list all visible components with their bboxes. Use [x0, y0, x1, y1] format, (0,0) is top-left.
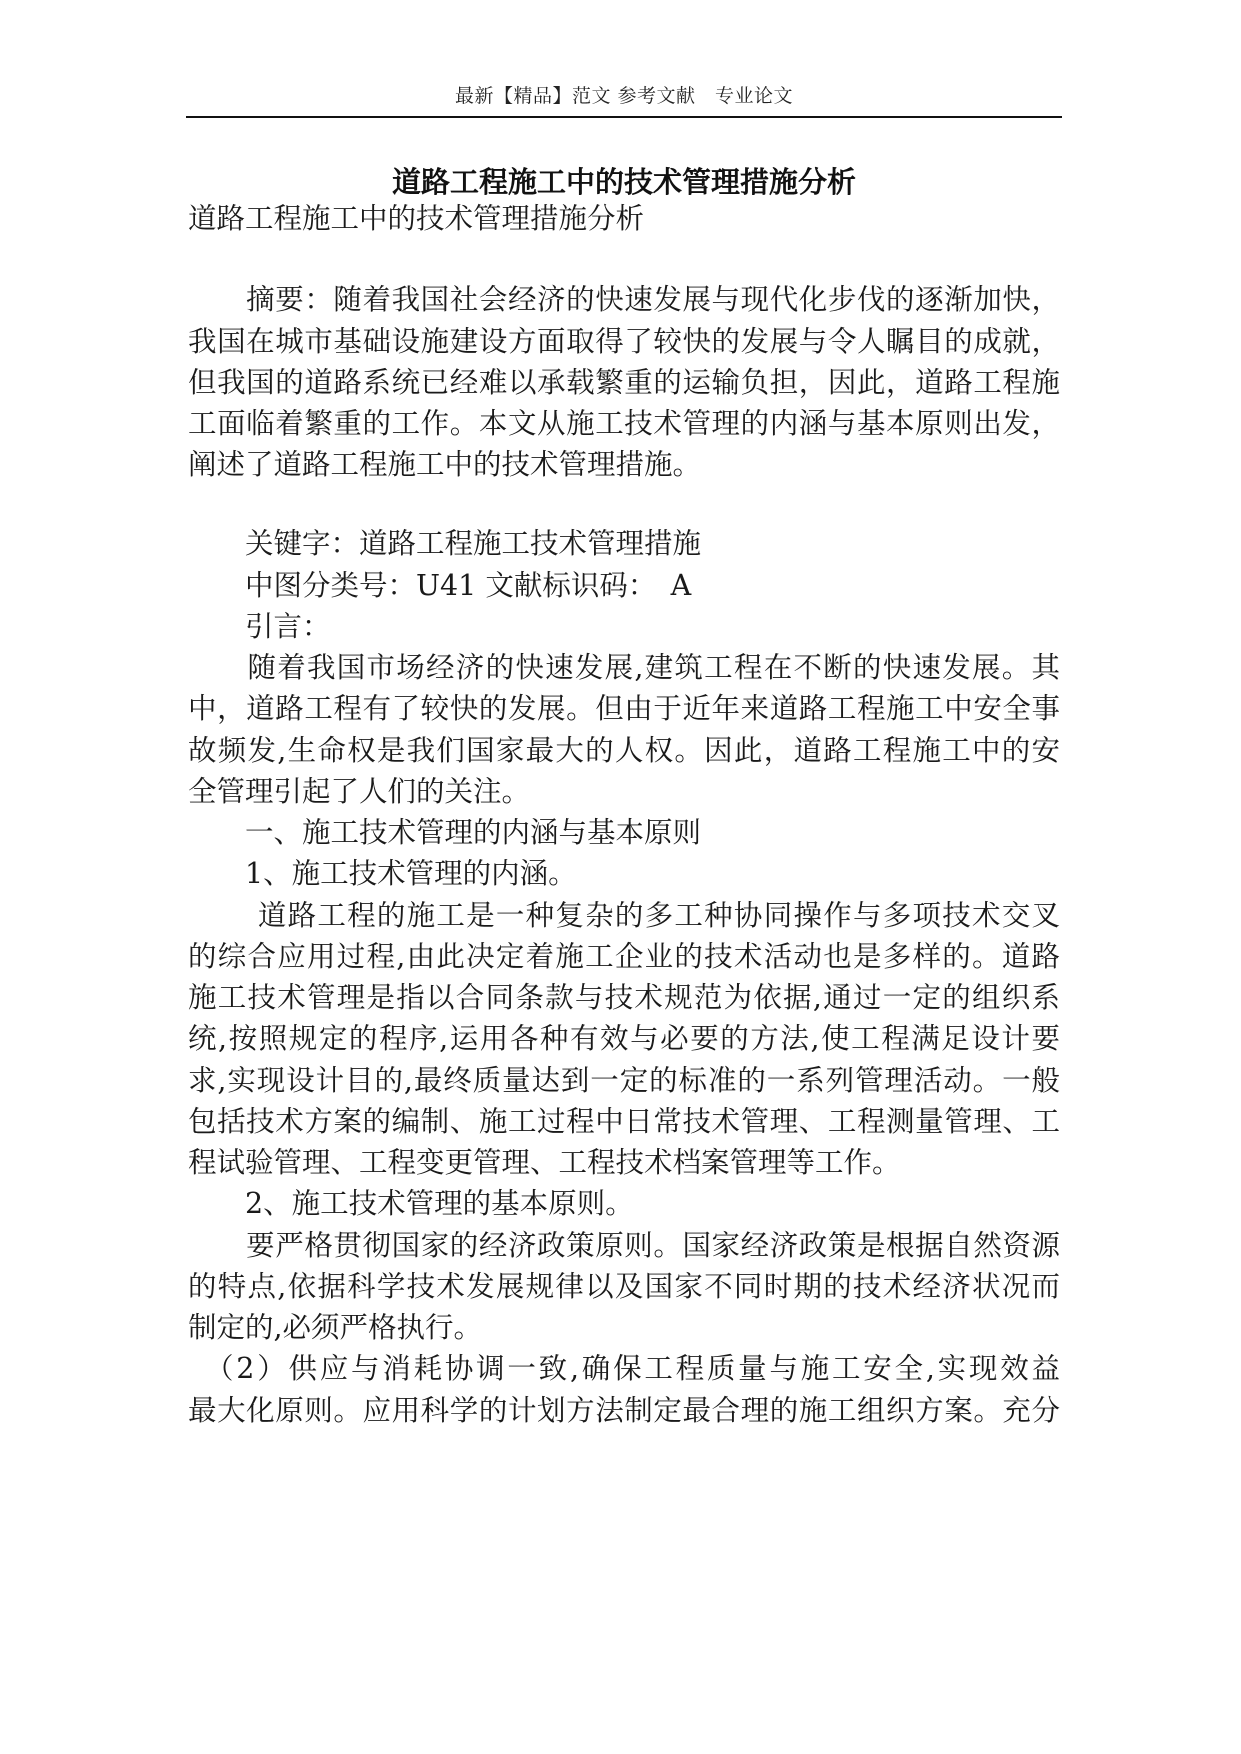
- abstract-line: 但我国的道路系统已经难以承载繁重的运输负担，因此，道路工程施: [188, 366, 1060, 399]
- subtitle-line: 道路工程施工中的技术管理措施分析: [188, 202, 645, 235]
- body-line: 全管理引起了人们的关注。: [188, 775, 531, 808]
- body-line: 的特点,依据科学技术发展规律以及国家不同时期的技术经济状况而: [188, 1270, 1060, 1303]
- abstract-line: 我国在城市基础设施建设方面取得了较快的发展与令人瞩目的成就，: [188, 325, 1060, 358]
- body-line: 道路工程的施工是一种复杂的多工种协同操作与多项技术交叉: [188, 899, 1060, 932]
- body-line: 中，道路工程有了较快的发展。但由于近年来道路工程施工中安全事: [188, 692, 1060, 725]
- document-title: 道路工程施工中的技术管理措施分析: [391, 165, 856, 199]
- abstract-line: 工面临着繁重的工作。本文从施工技术管理的内涵与基本原则出发，: [188, 407, 1060, 440]
- section-heading: 一、施工技术管理的内涵与基本原则: [188, 816, 702, 849]
- abstract-line: 阐述了道路工程施工中的技术管理措施。: [188, 448, 702, 481]
- body-line: （2）供应与消耗协调一致,确保工程质量与施工安全,实现效益: [188, 1352, 1060, 1385]
- keywords-line: 关键字：道路工程施工技术管理措施: [188, 527, 702, 560]
- intro-heading: 引言：: [188, 610, 331, 643]
- header-divider: [186, 116, 1062, 118]
- body-line: 制定的,必须严格执行。: [188, 1311, 483, 1344]
- classification-line: 中图分类号：U41 文献标识码： A: [188, 569, 692, 602]
- body-line: 统,按照规定的程序,运用各种有效与必要的方法,使工程满足设计要: [188, 1022, 1060, 1055]
- body-line: 故频发,生命权是我们国家最大的人权。因此，道路工程施工中的安: [188, 734, 1060, 767]
- subsection-heading: 2、施工技术管理的基本原则。: [188, 1187, 634, 1220]
- body-line: 施工技术管理是指以合同条款与技术规范为依据,通过一定的组织系: [188, 981, 1060, 1014]
- body-line: 随着我国市场经济的快速发展,建筑工程在不断的快速发展。其: [188, 651, 1060, 684]
- body-line: 程试验管理、工程变更管理、工程技术档案管理等工作。: [188, 1146, 901, 1179]
- body-line: 的综合应用过程,由此决定着施工企业的技术活动也是多样的。道路: [188, 940, 1060, 973]
- body-line: 求,实现设计目的,最终质量达到一定的标准的一系列管理活动。一般: [188, 1064, 1060, 1097]
- running-header: 最新【精品】范文 参考文献 专业论文: [454, 85, 794, 107]
- body-line: 最大化原则。应用科学的计划方法制定最合理的施工组织方案。充分: [188, 1394, 1060, 1427]
- body-line: 要严格贯彻国家的经济政策原则。国家经济政策是根据自然资源: [188, 1229, 1060, 1262]
- subsection-heading: 1、施工技术管理的内涵。: [188, 857, 577, 890]
- body-line: 包括技术方案的编制、施工过程中日常技术管理、工程测量管理、工: [188, 1105, 1060, 1138]
- abstract-line: 摘要：随着我国社会经济的快速发展与现代化步伐的逐渐加快，: [188, 283, 1060, 316]
